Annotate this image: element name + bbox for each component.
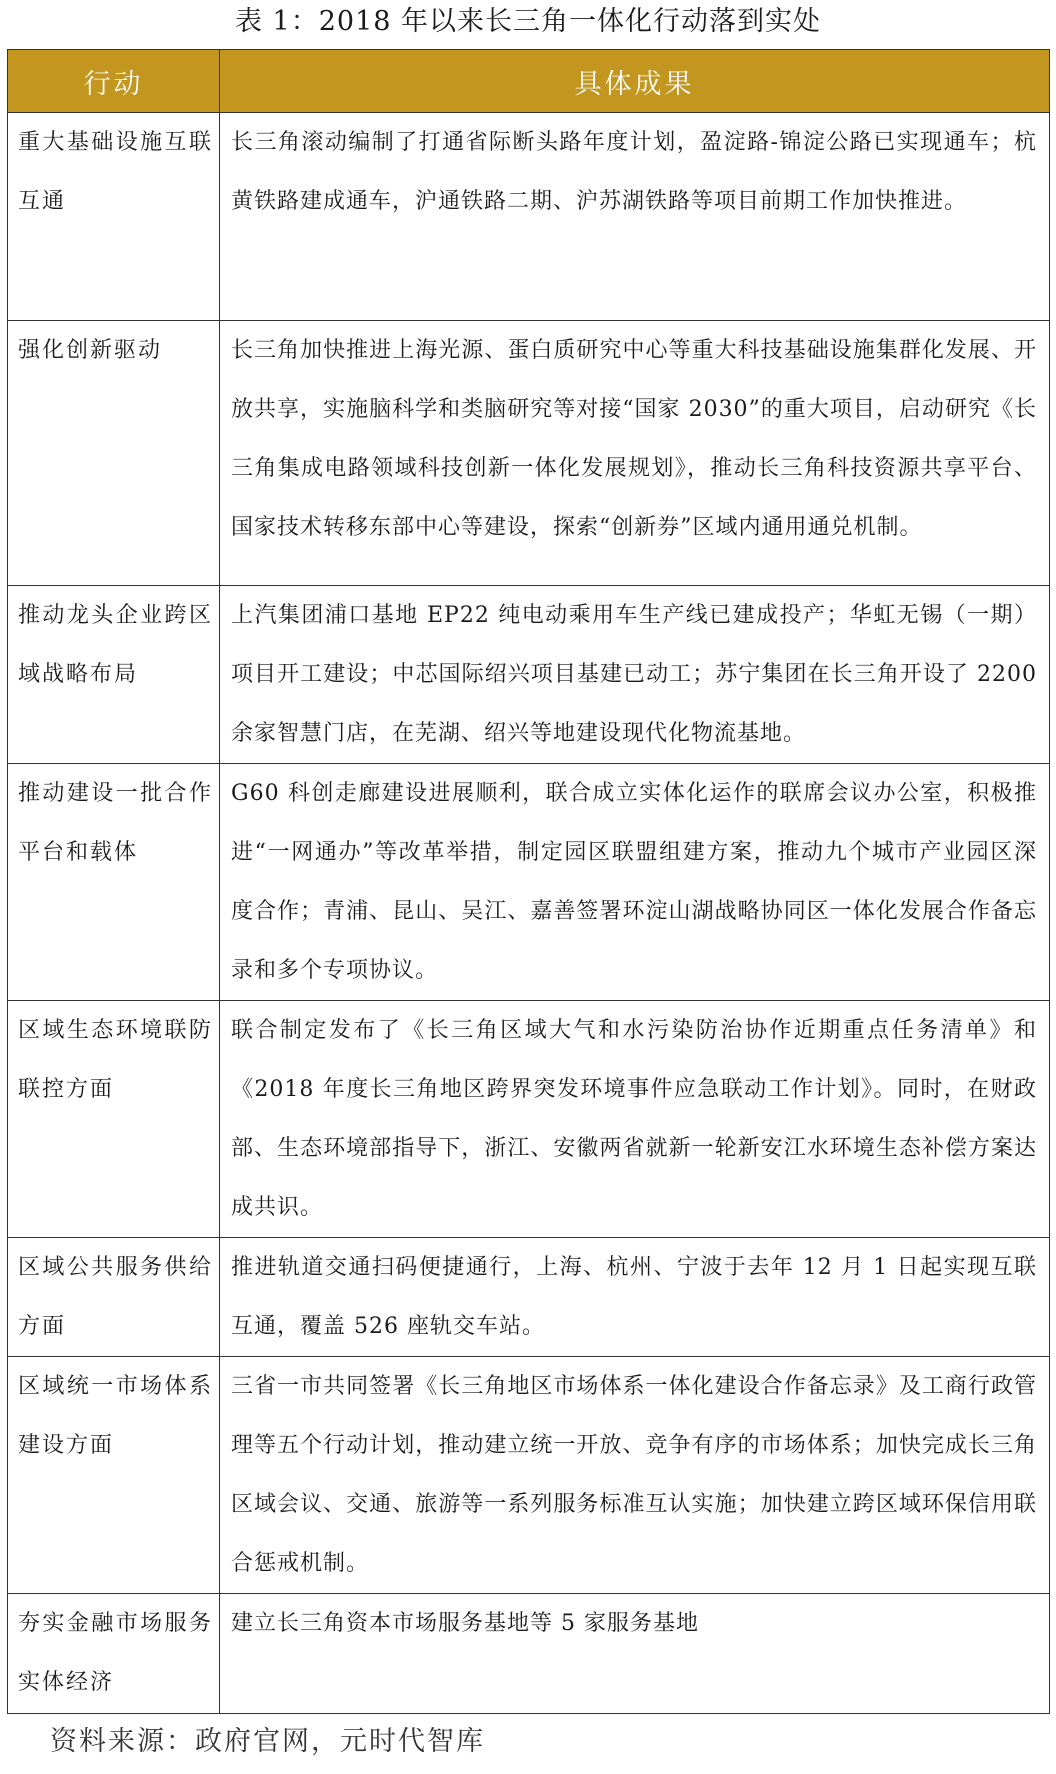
row-result-cell: 建立长三角资本市场服务基地等 5 家服务基地	[220, 1594, 1050, 1714]
table-row	[8, 586, 1050, 764]
row-action-cell: 夯实金融市场服务实体经济	[8, 1594, 220, 1714]
row-result-cell: G60 科创走廊建设进展顺利，联合成立实体化运作的联席会议办公室，积极推进“一网通办”等改革举措，制定园区联盟组建方案，推动九个城市产业园区深度合作；青浦、昆山、吴江、嘉善签署环淀山湖战略协同区一体化发展合作备忘录和多个专项协议。	[220, 764, 1050, 1001]
table-row	[8, 321, 1050, 586]
row-action-cell: 推动建设一批合作平台和载体	[8, 764, 220, 1001]
header-result: 具体成果	[220, 50, 1050, 113]
table-header-row	[8, 50, 1050, 113]
header-action: 行动	[8, 50, 220, 113]
row-result-cell: 长三角滚动编制了打通省际断头路年度计划，盈淀路-锦淀公路已实现通车；杭黄铁路建成通车，沪通铁路二期、沪苏湖铁路等项目前期工作加快推进。	[220, 113, 1050, 321]
row-result-cell: 三省一市共同签署《长三角地区市场体系一体化建设合作备忘录》及工商行政管理等五个行动计划，推动建立统一开放、竞争有序的市场体系；加快完成长三角区域会议、交通、旅游等一系列服务标准互认实施；加快建立跨区域环保信用联合惩戒机制。	[220, 1357, 1050, 1594]
row-result-cell: 联合制定发布了《长三角区域大气和水污染防治协作近期重点任务清单》和《2018 年度长三角地区跨界突发环境事件应急联动工作计划》。同时，在财政部、生态环境部指导下，浙江、安徽两省就新一轮新安江水环境生态补偿方案达成共识。	[220, 1001, 1050, 1238]
table-row	[8, 764, 1050, 1001]
table-row	[8, 1594, 1050, 1714]
row-result-cell: 长三角加快推进上海光源、蛋白质研究中心等重大科技基础设施集群化发展、开放共享，实施脑科学和类脑研究等对接“国家 2030”的重大项目，启动研究《长三角集成电路领域科技创新一体化发展规划》，推动长三角科技资源共享平台、国家技术转移东部中心等建设，探索“创新券”区域内通用通兑机制。	[220, 321, 1050, 586]
row-action-cell: 强化创新驱动	[8, 321, 220, 586]
row-action-cell: 推动龙头企业跨区域战略布局	[8, 586, 220, 764]
row-result-cell: 上汽集团浦口基地 EP22 纯电动乘用车生产线已建成投产；华虹无锡（一期）项目开工建设；中芯国际绍兴项目基建已动工；苏宁集团在长三角开设了 2200 余家智慧门店，在芜湖、绍兴等地建设现代化物流基地。	[220, 586, 1050, 764]
table-row	[8, 1238, 1050, 1357]
table-row	[8, 1357, 1050, 1594]
table-row	[8, 1001, 1050, 1238]
table-row	[8, 113, 1050, 321]
row-action-cell: 区域统一市场体系建设方面	[8, 1357, 220, 1594]
table-title: 表 1：2018 年以来长三角一体化行动落到实处	[234, 6, 822, 37]
source-note: 资料来源：政府官网，元时代智库	[50, 1726, 485, 1757]
row-action-cell: 区域生态环境联防联控方面	[8, 1001, 220, 1238]
actions-table	[7, 49, 1050, 1714]
row-action-cell: 区域公共服务供给方面	[8, 1238, 220, 1357]
row-action-cell: 重大基础设施互联互通	[8, 113, 220, 321]
row-result-cell: 推进轨道交通扫码便捷通行，上海、杭州、宁波于去年 12 月 1 日起实现互联互通，覆盖 526 座轨交车站。	[220, 1238, 1050, 1357]
